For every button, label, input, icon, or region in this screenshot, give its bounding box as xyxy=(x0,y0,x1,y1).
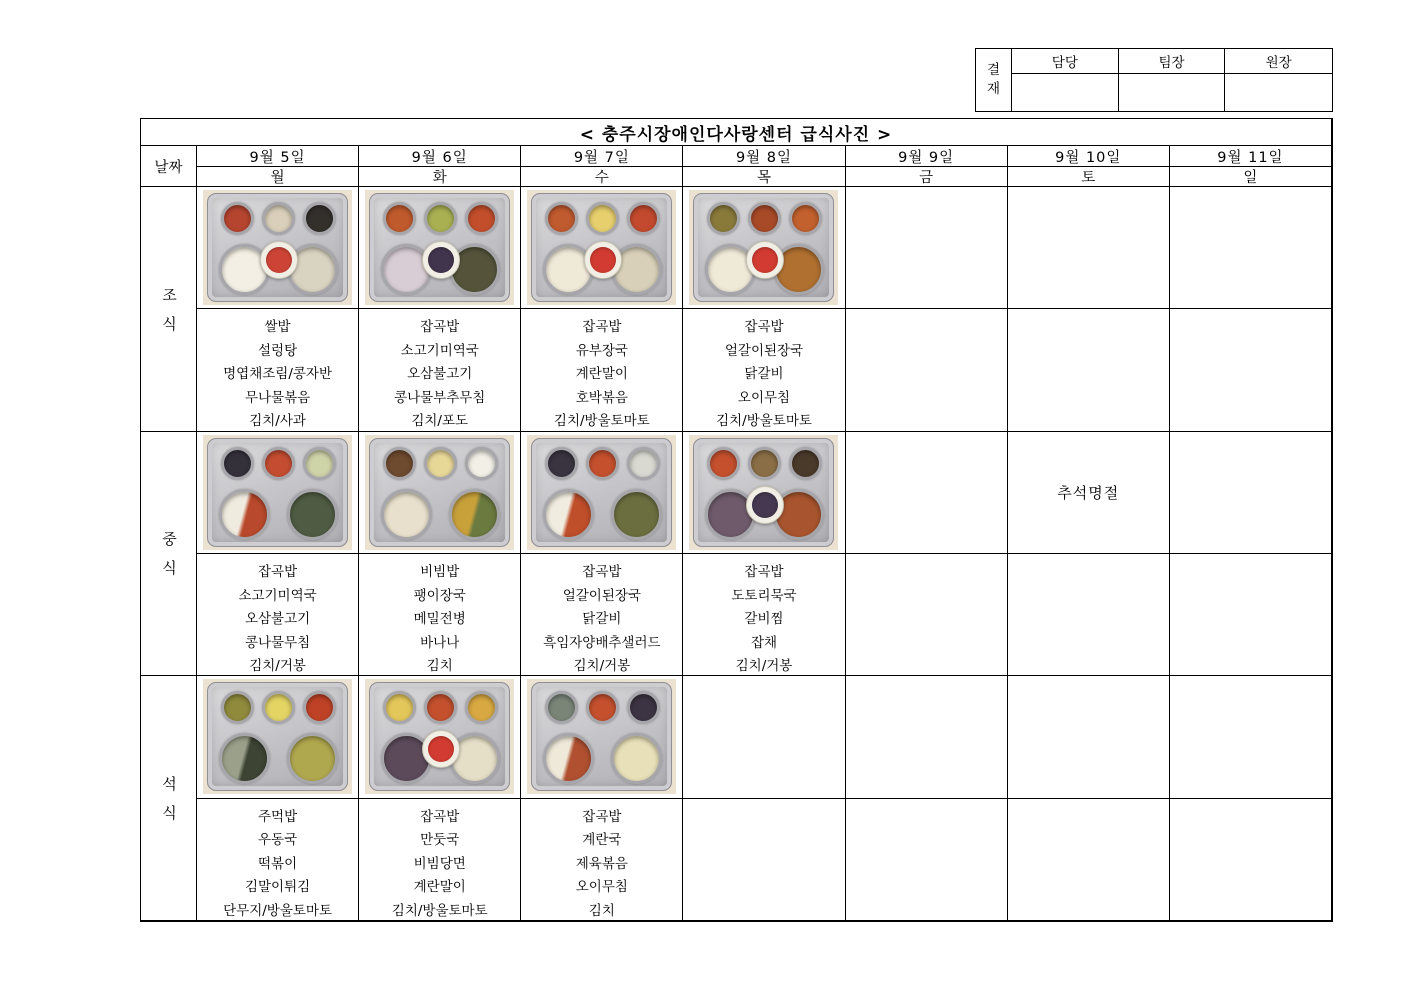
side-dish-bowl xyxy=(545,691,578,724)
center-fruit xyxy=(752,492,778,518)
food-tray xyxy=(531,682,672,791)
lunch-photo-wed xyxy=(521,432,683,554)
breakfast-menu-sat xyxy=(1008,309,1170,431)
side-dish-bowl xyxy=(424,202,457,235)
menu-item: 팽이장국 xyxy=(413,587,466,604)
date-header-fri: 9월 9일 xyxy=(846,146,1008,167)
menu-item: 김치/방울토마토 xyxy=(553,413,650,430)
breakfast-menu-thu xyxy=(683,309,845,431)
menu-item: 김치/거봉 xyxy=(735,658,793,674)
side-dish-bowl xyxy=(262,202,295,235)
breakfast-menu-wed xyxy=(521,309,683,431)
menu-item: 제육볶음 xyxy=(575,855,628,872)
menu-item: 콩나물무침 xyxy=(244,634,311,651)
meal-tray-photo xyxy=(203,679,352,794)
menu-item: 흑임자양배추샐러드 xyxy=(543,634,661,651)
food-tray xyxy=(207,438,348,547)
side-dish-bowl xyxy=(303,202,336,235)
lunch-note-sat xyxy=(1008,432,1170,554)
menu-item: 김말이튀김 xyxy=(244,879,311,896)
breakfast-photo-thu xyxy=(683,187,845,309)
menu-item: 잡곡밥 xyxy=(420,808,460,825)
food-tray xyxy=(207,193,348,302)
rice-bowl xyxy=(219,489,270,540)
breakfast-photo-fri xyxy=(846,187,1008,309)
center-fruit xyxy=(590,247,616,273)
date-header-sat: 9월 10일 xyxy=(1008,146,1170,167)
date-header-mon: 9월 5일 xyxy=(197,146,359,167)
page-title: < 충주시장애인다사랑센터 급식사진 > xyxy=(141,119,1332,146)
side-dish-bowl xyxy=(707,202,740,235)
center-fruit xyxy=(266,247,292,273)
meal-tray-photo xyxy=(527,190,676,305)
side-dish-bowl xyxy=(383,202,416,235)
menu-list xyxy=(197,554,358,676)
menu-item: 비빔밥 xyxy=(420,564,460,580)
meal-tray-photo xyxy=(689,435,838,550)
menu-item: 주먹밥 xyxy=(258,808,298,825)
date-header-wed: 9월 7일 xyxy=(521,146,683,167)
approval-sign-cell-wonjang xyxy=(1225,74,1332,111)
meal-tray-photo xyxy=(527,679,676,794)
side-dish-bowl xyxy=(303,447,336,480)
side-dish-bowl xyxy=(383,691,416,724)
date-header-tue: 9월 6일 xyxy=(359,146,521,167)
weekday-mon: 월 xyxy=(197,167,359,187)
side-dish-bowl xyxy=(221,691,254,724)
dinner-photo-fri xyxy=(846,676,1008,798)
breakfast-photo-mon xyxy=(197,187,359,309)
menu-item: 오삼불고기 xyxy=(407,366,473,383)
rice-bowl xyxy=(381,489,432,540)
weekday-sun: 일 xyxy=(1170,167,1332,187)
menu-item: 무나물볶음 xyxy=(244,389,311,406)
side-dish-bowl xyxy=(627,691,660,724)
menu-item: 바나나 xyxy=(420,634,460,651)
side-dish-bowl xyxy=(424,447,457,480)
breakfast-photo-sun xyxy=(1170,187,1332,309)
meal-tray-photo xyxy=(365,435,514,550)
date-header-thu: 9월 8일 xyxy=(683,146,845,167)
center-fruit-bowl xyxy=(260,241,298,279)
date-header-sun: 9월 11일 xyxy=(1170,146,1332,167)
menu-item: 계란말이 xyxy=(575,366,628,383)
weekday-thu: 목 xyxy=(683,167,845,187)
menu-item: 우동국 xyxy=(258,832,298,849)
meal-tray-photo xyxy=(203,190,352,305)
lunch-photo-sun xyxy=(1170,432,1332,554)
menu-item: 김치/방울토마토 xyxy=(391,902,488,919)
lunch-photo-tue xyxy=(359,432,521,554)
menu-item: 닭갈비 xyxy=(744,366,784,383)
approval-col-wonjang: 원장 xyxy=(1225,49,1332,74)
menu-item: 쌀밥 xyxy=(264,319,291,336)
menu-list xyxy=(197,799,358,921)
breakfast-menu-mon xyxy=(197,309,359,431)
side-dish-bowl xyxy=(221,202,254,235)
center-fruit xyxy=(428,247,454,273)
menu-list xyxy=(197,309,358,431)
menu-item: 닭갈비 xyxy=(582,611,622,627)
side-dish-bowl xyxy=(303,691,336,724)
menu-item: 비빔당면 xyxy=(413,855,466,872)
menu-list xyxy=(521,554,682,676)
menu-item: 잡곡밥 xyxy=(582,808,622,825)
soup-bowl xyxy=(611,489,662,540)
menu-item: 김치 xyxy=(588,902,615,919)
menu-item: 김치/사과 xyxy=(249,413,306,430)
meal-tray-photo xyxy=(527,435,676,550)
menu-item: 소고기미역국 xyxy=(238,587,317,604)
dinner-menu-tue xyxy=(359,799,521,921)
dinner-menu-thu xyxy=(683,799,845,921)
approval-stamp-label xyxy=(976,49,1012,111)
menu-item: 설렁탕 xyxy=(258,342,298,359)
lunch-photo-mon xyxy=(197,432,359,554)
menu-list xyxy=(683,554,844,676)
dinner-menu-mon xyxy=(197,799,359,921)
dinner-photo-tue xyxy=(359,676,521,798)
breakfast-photo-tue xyxy=(359,187,521,309)
side-dish-bowl xyxy=(262,447,295,480)
menu-list xyxy=(521,799,682,921)
side-dish-bowl xyxy=(707,447,740,480)
menu-item: 콩나물부추무침 xyxy=(394,389,486,406)
side-dish-bowl xyxy=(789,447,822,480)
menu-item: 김치/거봉 xyxy=(573,658,631,674)
side-dish-bowl xyxy=(465,447,498,480)
breakfast-photo-sat xyxy=(1008,187,1170,309)
dinner-photo-sun xyxy=(1170,676,1332,798)
weekday-fri: 금 xyxy=(846,167,1008,187)
menu-item: 만둣국 xyxy=(420,832,460,849)
lunch-menu-fri xyxy=(846,554,1008,676)
approval-sign-cell-damdang xyxy=(1012,74,1119,111)
date-label: 날짜 xyxy=(141,146,197,187)
weekday-tue: 화 xyxy=(359,167,521,187)
food-tray xyxy=(693,438,834,547)
menu-item: 김치/포도 xyxy=(411,413,469,430)
menu-item: 갈비찜 xyxy=(744,611,784,627)
menu-item: 잡곡밥 xyxy=(582,319,622,336)
menu-item: 잡곡밥 xyxy=(258,564,298,580)
side-dish-bowl xyxy=(262,691,295,724)
soup-bowl xyxy=(287,489,338,540)
soup-bowl xyxy=(449,489,500,540)
menu-item: 호박볶음 xyxy=(575,389,628,406)
meal-tray-photo xyxy=(365,679,514,794)
menu-item: 얼갈이된장국 xyxy=(724,342,804,359)
meal-row-label-breakfast: 조식 xyxy=(141,187,197,432)
weekday-sat: 토 xyxy=(1008,167,1170,187)
side-dish-bowl xyxy=(748,202,781,235)
lunch-photo-fri xyxy=(846,432,1008,554)
menu-list xyxy=(359,554,520,676)
breakfast-photo-wed xyxy=(521,187,683,309)
dinner-menu-sun xyxy=(1170,799,1332,921)
rice-bowl xyxy=(219,733,270,784)
approval-col-timjang: 팀장 xyxy=(1119,49,1226,74)
lunch-menu-thu xyxy=(683,554,845,676)
approval-stamp-char-1: 결 xyxy=(986,61,1001,78)
rice-bowl xyxy=(543,489,594,540)
food-tray xyxy=(207,682,348,791)
menu-list xyxy=(521,309,682,431)
dinner-photo-thu xyxy=(683,676,845,798)
food-tray xyxy=(369,438,510,547)
side-dish-bowl xyxy=(586,447,619,480)
dinner-menu-wed xyxy=(521,799,683,921)
rice-bowl xyxy=(543,733,594,784)
menu-item: 계란국 xyxy=(582,832,622,849)
food-tray xyxy=(531,193,672,302)
side-dish-bowl xyxy=(545,447,578,480)
lunch-photo-thu xyxy=(683,432,845,554)
center-fruit xyxy=(428,736,454,762)
dinner-photo-wed xyxy=(521,676,683,798)
food-tray xyxy=(693,193,834,302)
menu-item: 떡볶이 xyxy=(258,855,298,872)
meal-row-label-dinner: 석식 xyxy=(141,676,197,921)
breakfast-menu-sun xyxy=(1170,309,1332,431)
lunch-menu-sun xyxy=(1170,554,1332,676)
menu-item: 소고기미역국 xyxy=(400,342,479,359)
side-dish-bowl xyxy=(748,447,781,480)
menu-item: 메밀전병 xyxy=(413,611,466,627)
dinner-menu-fri xyxy=(846,799,1008,921)
dinner-photo-sat xyxy=(1008,676,1170,798)
lunch-menu-tue xyxy=(359,554,521,676)
side-dish-bowl xyxy=(221,447,254,480)
menu-item: 도토리묵국 xyxy=(731,587,797,604)
approval-col-damdang: 담당 xyxy=(1012,49,1119,74)
menu-list xyxy=(359,799,520,921)
menu-item: 잡곡밥 xyxy=(744,319,784,336)
lunch-menu-wed xyxy=(521,554,683,676)
food-tray xyxy=(369,193,510,302)
approval-sign-cell-timjang xyxy=(1119,74,1226,111)
menu-item: 계란말이 xyxy=(413,879,466,896)
holiday-note: 추석명절 xyxy=(1057,483,1120,502)
side-dish-bowl xyxy=(627,202,660,235)
menu-item: 잡채 xyxy=(750,634,778,651)
meal-row-label-lunch: 중식 xyxy=(141,432,197,677)
menu-item: 잡곡밥 xyxy=(582,564,622,580)
meal-tray-photo xyxy=(689,190,838,305)
menu-item: 명엽채조림/콩자반 xyxy=(223,366,333,383)
lunch-menu-mon xyxy=(197,554,359,676)
meal-tray-photo xyxy=(203,435,352,550)
menu-item: 김치/거봉 xyxy=(249,658,306,674)
menu-item: 얼갈이된장국 xyxy=(562,587,641,604)
menu-item: 잡곡밥 xyxy=(420,319,460,336)
side-dish-bowl xyxy=(383,447,416,480)
approval-box xyxy=(975,48,1333,112)
dinner-photo-mon xyxy=(197,676,359,798)
side-dish-bowl xyxy=(586,691,619,724)
lunch-menu-sat xyxy=(1008,554,1170,676)
meal-tray-photo xyxy=(365,190,514,305)
breakfast-menu-tue xyxy=(359,309,521,431)
menu-item: 김치 xyxy=(426,658,453,674)
side-dish-bowl xyxy=(586,202,619,235)
weekday-wed: 수 xyxy=(521,167,683,187)
menu-item: 김치/방울토마토 xyxy=(716,413,812,430)
dinner-menu-sat xyxy=(1008,799,1170,921)
menu-item: 잡곡밥 xyxy=(744,564,784,580)
side-dish-bowl xyxy=(465,202,498,235)
soup-bowl xyxy=(611,733,662,784)
menu-list xyxy=(359,309,520,431)
breakfast-menu-fri xyxy=(846,309,1008,431)
approval-stamp-char-2: 재 xyxy=(986,81,1001,97)
menu-list xyxy=(683,309,844,431)
side-dish-bowl xyxy=(789,202,822,235)
menu-item: 오삼불고기 xyxy=(244,611,311,627)
menu-item: 오이무침 xyxy=(737,389,791,406)
food-tray xyxy=(531,438,672,547)
soup-bowl xyxy=(287,733,338,784)
menu-item: 오이무침 xyxy=(575,879,628,896)
center-fruit xyxy=(752,247,778,273)
meal-table xyxy=(140,118,1333,922)
side-dish-bowl xyxy=(545,202,578,235)
side-dish-bowl xyxy=(424,691,457,724)
menu-item: 유부장국 xyxy=(575,342,628,359)
side-dish-bowl xyxy=(627,447,660,480)
food-tray xyxy=(369,682,510,791)
side-dish-bowl xyxy=(465,691,498,724)
menu-item: 단무지/방울토마토 xyxy=(223,902,333,919)
